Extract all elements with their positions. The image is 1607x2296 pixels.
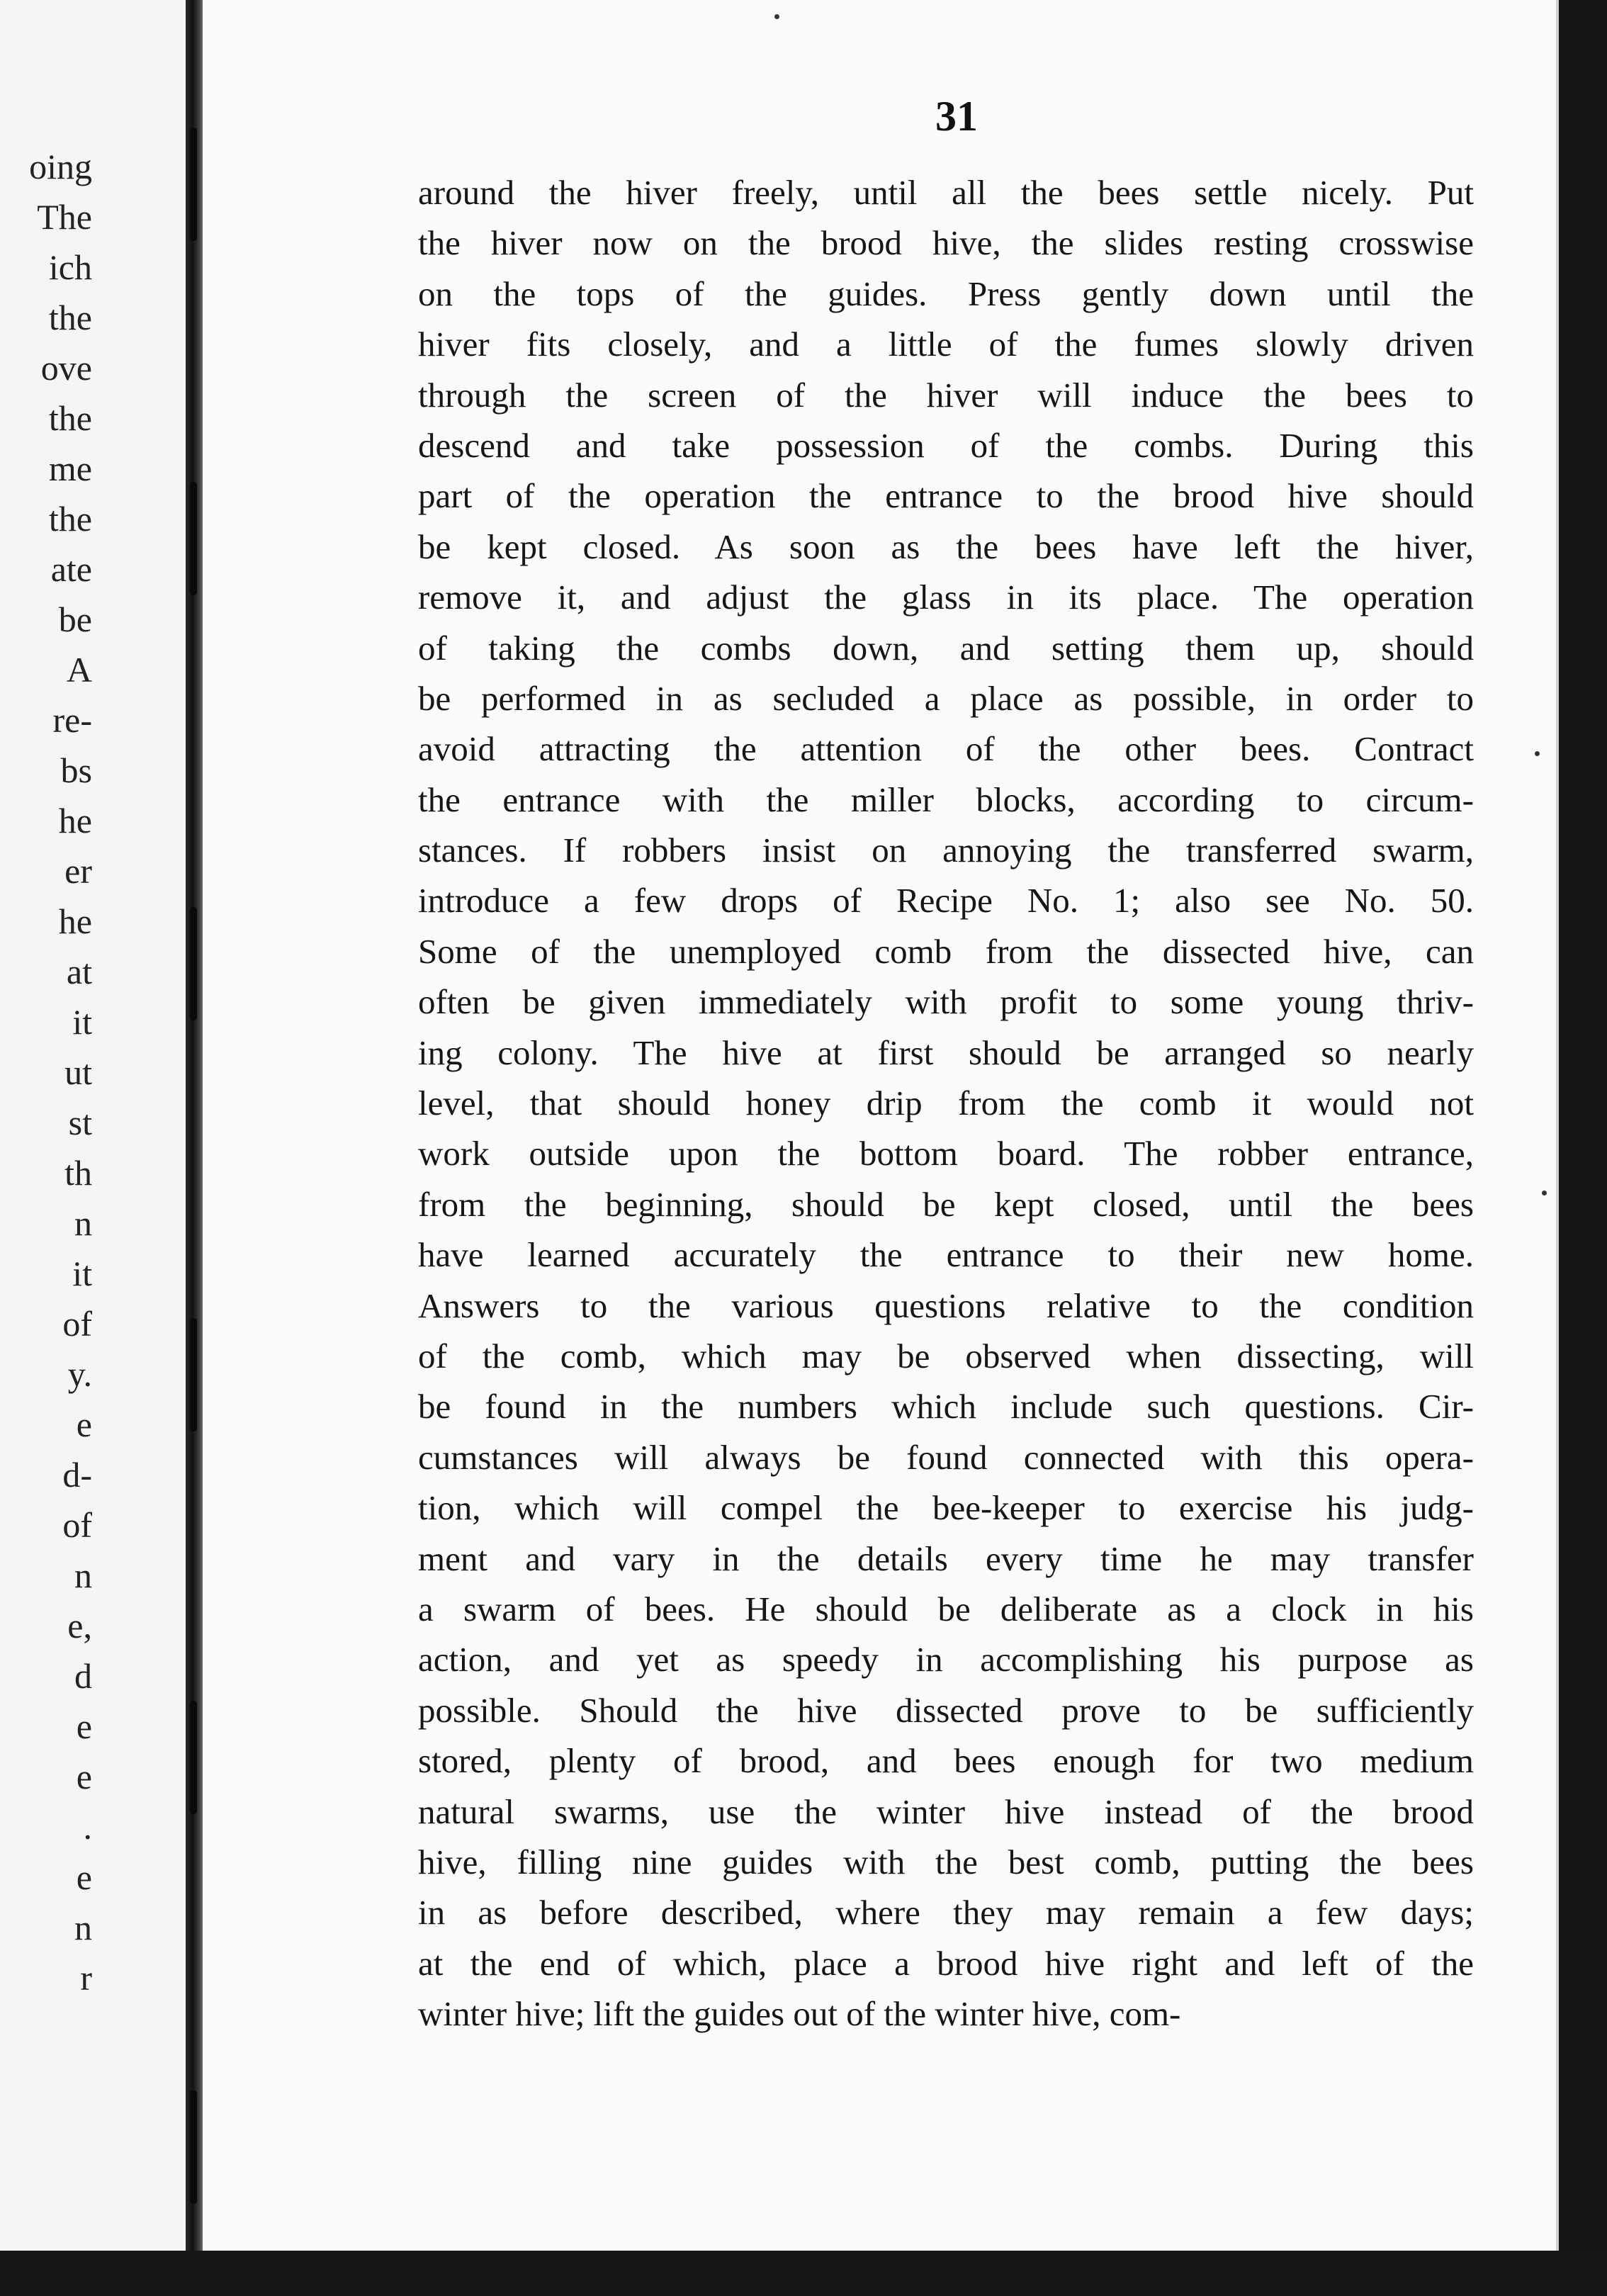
facing-page-line-fragment: ate (50, 549, 92, 589)
text-line: possible. Should the hive dissected prove to be sufficiently (418, 1690, 1474, 1730)
facing-page-line-fragment: th (64, 1153, 92, 1193)
text-line: the entrance with the miller blocks, according to circum- (418, 780, 1474, 819)
facing-page-line-fragment: bs (60, 750, 92, 790)
facing-page-line-fragment: e (76, 1706, 92, 1746)
facing-page-line-fragment: er (64, 851, 92, 891)
facing-page-line-fragment: the (48, 298, 92, 337)
text-line: a swarm of bees. He should be deliberate as a clock in his (418, 1589, 1474, 1628)
binding-stitch (190, 1701, 197, 1814)
facing-page-line-fragment: ut (64, 1052, 92, 1092)
text-line: through the screen of the hiver will induce the bees to (418, 375, 1474, 415)
text-line: remove it, and adjust the glass in its place. The operation (418, 578, 1474, 617)
facing-page-line-fragment: it (72, 1254, 92, 1293)
facing-page-line-fragment: me (48, 449, 92, 488)
facing-page-line-fragment: it (72, 1002, 92, 1042)
facing-page-line-fragment: st (68, 1103, 92, 1142)
body-text (418, 167, 1474, 2039)
page-number: 31 (935, 93, 978, 140)
facing-page (0, 0, 190, 2251)
text-line: ment and vary in the details every time he may transfer (418, 1538, 1474, 1578)
text-line: work outside upon the bottom board. The robber entrance, (418, 1134, 1474, 1174)
text-line: often be given immediately with profit to some young thriv- (418, 982, 1474, 1022)
speck (1542, 1191, 1547, 1195)
facing-page-line-fragment: oing (29, 147, 92, 186)
facing-page-line-fragment: y. (67, 1354, 92, 1394)
text-line: in as before described, where they may remain a few days; (418, 1893, 1474, 1932)
text-line: be performed in as secluded a place as possible, in order to (418, 678, 1474, 718)
text-line: level, that should honey drip from the comb it would not (418, 1084, 1474, 1123)
facing-page-line-fragment: e (76, 1857, 92, 1897)
facing-page-line-fragment: r (80, 1958, 92, 1998)
facing-page-line-fragment: e (76, 1405, 92, 1444)
facing-page-line-fragment: n (74, 1908, 92, 1947)
facing-page-line-fragment: ich (48, 247, 92, 287)
facing-page-line-fragment: he (58, 901, 92, 941)
text-line: ing colony. The hive at first should be arranged so nearly (418, 1032, 1474, 1072)
text-line: stored, plenty of brood, and bees enough for two medium (418, 1741, 1474, 1781)
binding-stitch (190, 1318, 197, 1431)
text-line: cumstances will always be found connected with this opera- (418, 1437, 1474, 1477)
text-line: natural swarms, use the winter hive instead of the brood (418, 1791, 1474, 1831)
facing-page-line-fragment: he (58, 801, 92, 840)
text-line: at the end of which, place a brood hive right and left of the (418, 1943, 1474, 1983)
facing-page-text (0, 142, 92, 2003)
binding-stitch (190, 482, 197, 595)
facing-page-line-fragment: of (62, 1304, 92, 1344)
binding-stitch (190, 128, 197, 241)
speck (774, 14, 779, 19)
text-line: be kept closed. As soon as the bees have left the hiver, (418, 527, 1474, 566)
text-line: stances. If robbers insist on annoying the transferred swarm, (418, 831, 1474, 870)
text-line: of the comb, which may be observed when dissecting, will (418, 1336, 1474, 1375)
text-line: winter hive; lift the guides out of the winter hive, com- (418, 1994, 1181, 2034)
text-line: have learned accurately the entrance to their new home. (418, 1235, 1474, 1275)
text-line: part of the operation the entrance to the brood hive should (418, 476, 1474, 516)
facing-page-line-fragment: of (62, 1505, 92, 1545)
text-line: the hiver now on the brood hive, the slides resting crosswise (418, 223, 1474, 263)
scan-border (0, 2251, 1607, 2296)
book-gutter (186, 0, 204, 2251)
facing-page-line-fragment: e (76, 1757, 92, 1796)
scan-border (1559, 0, 1607, 2296)
facing-page-line-fragment: The (37, 197, 92, 237)
facing-page-line-fragment: at (66, 952, 92, 991)
text-line: descend and take possession of the combs. During this (418, 425, 1474, 465)
binding-stitch (190, 907, 197, 1020)
text-line: around the hiver freely, until all the bees settle nicely. Put (418, 173, 1474, 212)
text-line: hiver fits closely, and a little of the fumes slowly driven (418, 325, 1474, 364)
facing-page-line-fragment: d- (62, 1455, 92, 1495)
text-line: Answers to the various questions relative to the condition (418, 1285, 1474, 1325)
facing-page-line-fragment: n (74, 1203, 92, 1243)
facing-page-line-fragment: . (83, 1807, 92, 1847)
facing-page-line-fragment: the (48, 398, 92, 438)
text-line: avoid attracting the attention of the other bees. Contract (418, 729, 1474, 769)
facing-page-line-fragment: e, (67, 1606, 92, 1645)
facing-page-line-fragment: n (74, 1555, 92, 1595)
facing-page-line-fragment: A (66, 650, 92, 690)
text-line: Some of the unemployed comb from the dissected hive, can (418, 931, 1474, 971)
text-line: be found in the numbers which include such questions. Cir- (418, 1387, 1474, 1426)
text-line: of taking the combs down, and setting them up, should (418, 628, 1474, 668)
speck (1535, 751, 1540, 756)
text-line: introduce a few drops of Recipe No. 1; also see No. 50. (418, 881, 1474, 921)
facing-page-line-fragment: d (74, 1656, 92, 1696)
text-line: tion, which will compel the bee-keeper to exercise his judg- (418, 1488, 1474, 1528)
facing-page-line-fragment: the (48, 499, 92, 539)
text-line: action, and yet as speedy in accomplishing his purpose as (418, 1640, 1474, 1679)
binding-stitch (190, 2090, 197, 2204)
text-line: on the tops of the guides. Press gently down until the (418, 274, 1474, 313)
text-line: hive, filling nine guides with the best comb, putting the bees (418, 1842, 1474, 1881)
facing-page-line-fragment: be (58, 600, 92, 639)
facing-page-line-fragment: re- (52, 700, 92, 740)
text-line: from the beginning, should be kept closed, until the bees (418, 1184, 1474, 1224)
facing-page-line-fragment: ove (40, 348, 92, 388)
